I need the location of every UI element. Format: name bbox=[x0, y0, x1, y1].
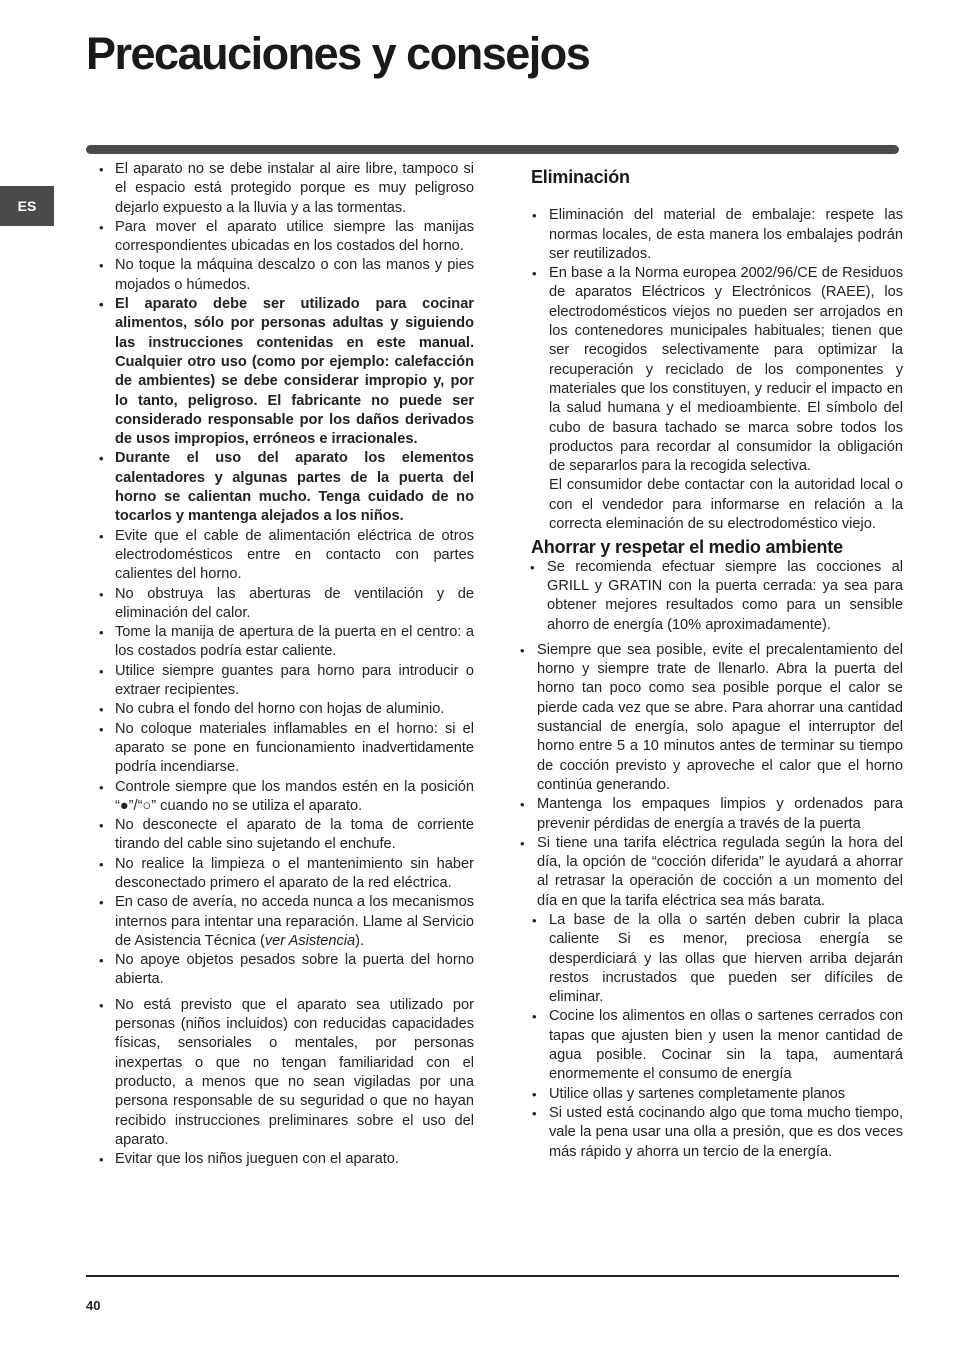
list-item: • Si tiene una tarifa eléctrica regulada según la hora del día, la opción de “cocción diferida” le ayudará a ahorrar al retrasar la operación de cocción a un momento del día en que la tarifa eléctrica sea más barata. bbox=[520, 834, 903, 911]
safety-list bbox=[97, 160, 474, 1169]
list-item: • Para mover el aparato utilice siempre las manijas correspondientes ubicadas en los costados del horno. bbox=[97, 218, 474, 257]
repair-text-after: ). bbox=[355, 932, 365, 949]
list-item: • Durante el uso del aparato los elementos calentadores y algunas partes de la puerta del horno se calientan mucho. Tenga cuidado de no tocarlos y mantenga alejados a los niños. bbox=[97, 449, 474, 526]
environment-column bbox=[520, 168, 903, 1162]
elimination-heading: Eliminación bbox=[531, 167, 630, 187]
language-tab: ES bbox=[0, 186, 54, 226]
list-item: • Utilice ollas y sartenes completamente planos bbox=[520, 1085, 903, 1104]
safety-column bbox=[97, 160, 474, 1169]
page-number: 40 bbox=[86, 1298, 101, 1313]
list-item: • Siempre que sea posible, evite el precalentamiento del horno y siempre trate de llenarlo. Abra la puerta del horno tan poco como sea posible porque el calor se pierde cada vez que se abre. Para ahorrar una cantidad sustancial de energía, solo apague el interruptor del horno entre 5 a 10 minutos antes de terminar su tiempo de cocción previsto y aproveche el calor que el horno continúa generando. bbox=[520, 641, 903, 795]
list-item: • Tome la manija de apertura de la puerta en el centro: a los costados podría estar caliente. bbox=[97, 623, 474, 662]
list-item: • Eliminación del material de embalaje: respete las normas locales, de esta manera los embalajes podrán ser reutilizados. bbox=[520, 206, 903, 264]
list-item: • Se recomienda efectuar siempre las cocciones al GRILL y GRATIN con la puerta cerrada: ya sea para obtener mejores resultados como para un sensible ahorro de energía (10% aproximadamente). bbox=[520, 558, 903, 635]
top-divider bbox=[86, 145, 899, 154]
list-item: • No cubra el fondo del horno con hojas de aluminio. bbox=[97, 700, 474, 719]
list-item: • No obstruya las aberturas de ventilación y de eliminación del calor. bbox=[97, 585, 474, 624]
list-item: • Si usted está cocinando algo que toma mucho tiempo, vale la pena usar una olla a presión, que es dos veces más rápido y ahorra un tercio de la energía. bbox=[520, 1104, 903, 1162]
list-item: • Controle siempre que los mandos estén en la posición “●”/“○” cuando no se utiliza el aparato. bbox=[97, 778, 474, 817]
list-item: • No apoye objetos pesados sobre la puerta del horno abierta. bbox=[97, 951, 474, 990]
page-title: Precauciones y consejos bbox=[86, 28, 590, 79]
list-item: • No desconecte el aparato de la toma de corriente tirando del cable sino sujetando el enchufe. bbox=[97, 816, 474, 855]
list-item: • Utilice siempre guantes para horno para introducir o extraer recipientes. bbox=[97, 662, 474, 701]
list-item: • La base de la olla o sartén deben cubrir la placa caliente Si es menor, preciosa energía se desperdiciará y las ollas que hierven arriba dejarán restos incrustados que pueden ser difíciles de eliminar. bbox=[520, 911, 903, 1007]
list-item: • No está previsto que el aparato sea utilizado por personas (niños incluidos) con reducidas capacidades físicas, sensoriales o mentales, por personas inexpertas o que no tengan familiaridad con el producto, a menos que no sean vigiladas por una persona responsable de su seguridad o que no hayan recibido instrucciones preliminares sobre el uso del aparato. bbox=[97, 996, 474, 1150]
list-item: • Mantenga los empaques limpios y ordenados para prevenir pérdidas de energía a través de la puerta bbox=[520, 795, 903, 834]
assistance-reference: ver Asistencia bbox=[264, 932, 356, 949]
list-item: • En base a la Norma europea 2002/96/CE de Residuos de aparatos Eléctricos y Electrónicos (RAEE), los electrodomésticos viejos no pueden ser arrojados en los contenedores municipales habituales; tienen que ser recogidos selectivamente para optimizar la recuperación y reciclado de los componentes y materiales que los constituyen, y reducir el impacto en la salud humana y el medioambiente. El símbolo del cubo de basura tachado se marca sobre todos los productos para recordar al consumidor la obligación de separarlos para la recogida selectiva. bbox=[520, 264, 903, 476]
elimination-list bbox=[520, 206, 903, 476]
list-item: • No toque la máquina descalzo o con las manos y pies mojados o húmedos. bbox=[97, 256, 474, 295]
bottom-divider bbox=[86, 1275, 899, 1277]
list-item bbox=[97, 893, 474, 951]
list-item: • No coloque materiales inflamables en el horno: si el aparato se pone en funcionamiento inadvertidamente podría incendiarse. bbox=[97, 720, 474, 778]
saving-list bbox=[520, 558, 903, 1162]
list-item: • Evitar que los niños jueguen con el aparato. bbox=[97, 1150, 474, 1169]
list-item: • El aparato no se debe instalar al aire libre, tampoco si el espacio está protegido porque es muy peligroso dejarlo expuesto a la lluvia y a las tormentas. bbox=[97, 160, 474, 218]
list-item: • Evite que el cable de alimentación eléctrica de otros electrodomésticos entre en contacto con partes calientes del horno. bbox=[97, 527, 474, 585]
repair-text-before: En caso de avería, no acceda nunca a los mecanismos internos para intentar una reparación. Llame al Servicio de Asistencia Técnica ( bbox=[115, 894, 474, 949]
list-item: • El aparato debe ser utilizado para cocinar alimentos, sólo por personas adultas y siguiendo las instrucciones contenidas en este manual. Cualquier otro uso (como por ejemplo: calefacción de ambientes) se debe considerar impropio y, por lo tanto, peligroso. El fabricante no puede ser considerado responsable por los daños derivados de usos impropios, erróneos e irracionales. bbox=[97, 295, 474, 449]
list-item: • No realice la limpieza o el mantenimiento sin haber desconectado primero el aparato de la red eléctrica. bbox=[97, 855, 474, 894]
list-item: • Cocine los alimentos en ollas o sartenes cerrados con tapas que ajusten bien y usen la menor cantidad de agua posible. Cocinar sin la tapa, aumentará enormemente el consumo de energía bbox=[520, 1007, 903, 1084]
elimination-note: El consumidor debe contactar con la autoridad local o con el vendedor para informarse en relación a la correcta eleminación de su electrodoméstico viejo. bbox=[549, 477, 903, 533]
saving-heading: Ahorrar y respetar el medio ambiente bbox=[531, 537, 843, 558]
